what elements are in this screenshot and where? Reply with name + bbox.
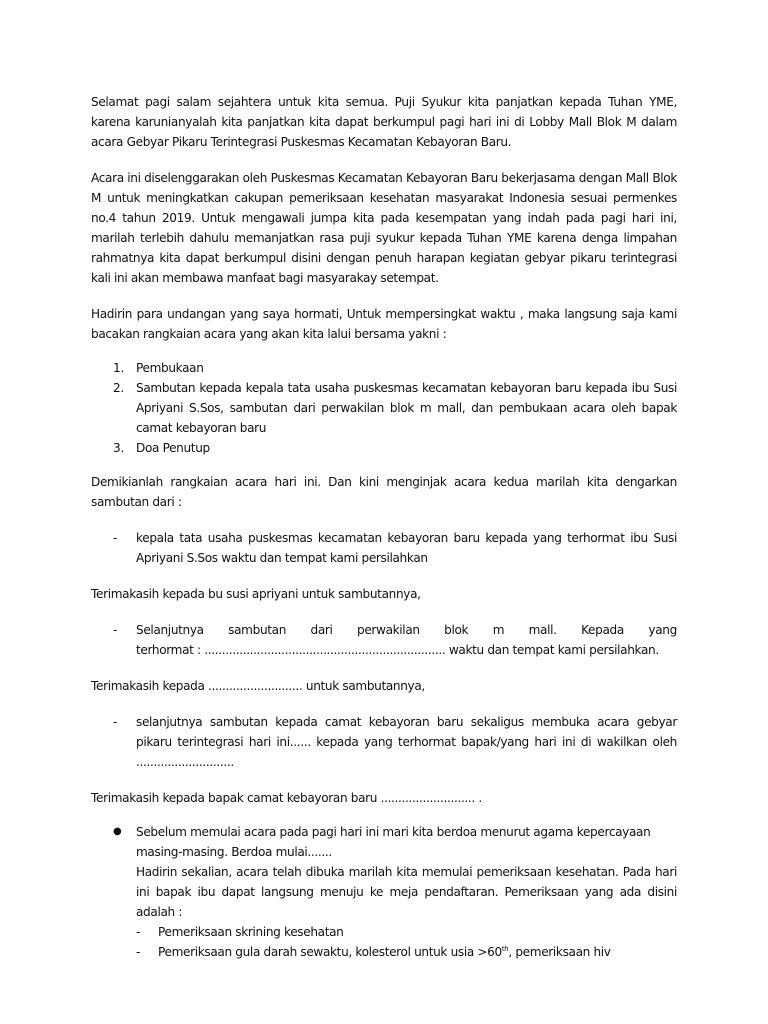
thanks-paragraph: Terimakasih kepada bu susi apriyani untuk sambutannya, [91,587,421,601]
thanks-paragraph: Terimakasih kepada bapak camat kebayoran baru ........................... . [91,791,482,805]
checkup-item-text: Pemeriksaan skrining kesehatan [158,925,344,939]
event-description-paragraph: Acara ini diselenggarakan oleh Puskesmas Kecamatan Kebayoran Baru bekerjasama dengan Mall Blok M untuk meningkatkan cakupan pemeriksaan kesehatan masyarakat Indonesia sesuai permenkes no.4 tahun 2019. Untuk mengawali jumpa kita pada kesempatan yang indah pada pagi hari ini, marilah terlebih dahulu memanjatkan rasa puji syukur kepada Tuhan YME karena denga limpahan rahmatnya kita dapat berkumpul disini dengan penuh harapan kegiatan gebyar pikaru terintegrasi kali ini akan membawa manfaat bagi masyarakay setempat. [91,171,677,285]
dash-marker: - [113,623,118,637]
thanks-paragraph: Terimakasih kepada ........................... untuk sambutannya, [91,679,425,693]
bullet-icon: ● [113,826,122,837]
superscript: th [501,944,509,953]
agenda-item-text: Pembukaan [136,361,204,375]
speaker-item [91,620,677,660]
agenda-item [91,358,677,378]
prayer-text: Sebelum memulai acara pada pagi hari ini mari kita berdoa menurut agama kepercayaan masing-masing. Berdoa mulai....... [136,825,651,859]
dash-marker: - [113,715,118,729]
checkup-item-text [158,942,611,962]
word: m [492,623,505,637]
checkup-item-text-main: Pemeriksaan gula darah sewaktu, kolesterol untuk usia >60 [158,945,502,959]
document-page [91,92,677,962]
speaker-item [91,712,677,772]
dash-marker: - [113,531,118,545]
word: dari [310,623,333,637]
agenda-item-text: Sambutan kepada kepala tata usaha puskesmas kecamatan kebayoran baru kepada ibu Susi Apriyani S.Sos, sambutan dari perwakilan blok m mall, dan pembukaan acara oleh bapak camat kebayoran baru [136,381,677,435]
agenda-list [91,358,677,458]
word: Selanjutnya [136,623,204,637]
speaker-item-line-2: terhormat : ..................................................................... waktu dan tempat kami persilahkan. [136,643,659,657]
speaker-item-text: selanjutnya sambutan kepada camat kebayoran baru sekaligus membuka acara gebyar pikaru terintegrasi hari ini...... kepada yang terhormat bapak/yang hari ini di wakilkan oleh ............................ [136,715,677,769]
word: yang [648,623,677,637]
agenda-item [91,438,677,458]
agenda-item-number: 3. [113,441,124,455]
checkup-intro-text: Hadirin sekalian, acara telah dibuka marilah kita memulai pemeriksaan kesehatan. Pada hari ini bapak ibu dapat langsung menuju ke meja pendaftaran. Pemeriksaan yang ada disini adalah : [136,865,677,919]
bullet-body [136,822,677,962]
word: mall. [528,623,557,637]
checkup-item [136,942,677,962]
transition-paragraph: Demikianlah rangkaian acara hari ini. Dan kini menginjak acara kedua marilah kita dengarkan sambutan dari : [91,475,677,509]
speaker-item [91,528,677,568]
dash-marker: - [136,925,141,939]
bullet-item [91,822,677,962]
speaker-item-text [136,620,677,660]
spread-line [136,620,677,640]
agenda-item-number: 2. [113,381,124,395]
dash-marker: - [136,945,141,959]
agenda-intro-paragraph: Hadirin para undangan yang saya hormati, Untuk mempersingkat waktu , maka langsung saja kami bacakan rangkaian acara yang akan kita lalui bersama yakni : [91,307,677,341]
word: blok [444,623,469,637]
opening-paragraph: Selamat pagi salam sejahtera untuk kita semua. Puji Syukur kita panjatkan kepada Tuhan YME, karena karunianyalah kita panjatkan kita dapat berkumpul pagi hari ini di Lobby Mall Blok M dalam acara Gebyar Pikaru Terintegrasi Puskesmas Kecamatan Kebayoran Baru. [91,95,677,149]
agenda-item-number: 1. [113,361,124,375]
agenda-item [91,378,677,438]
checkup-item-text-tail: , pemeriksaan hiv [508,945,611,959]
word: sambutan [228,623,287,637]
checkup-item [136,922,677,942]
agenda-item-text: Doa Penutup [136,441,210,455]
speaker-item-text: kepala tata usaha puskesmas kecamatan kebayoran baru kepada yang terhormat ibu Susi Apriyani S.Sos waktu dan tempat kami persilahkan [136,531,677,565]
word: Kepada [581,623,624,637]
word: perwakilan [357,623,420,637]
